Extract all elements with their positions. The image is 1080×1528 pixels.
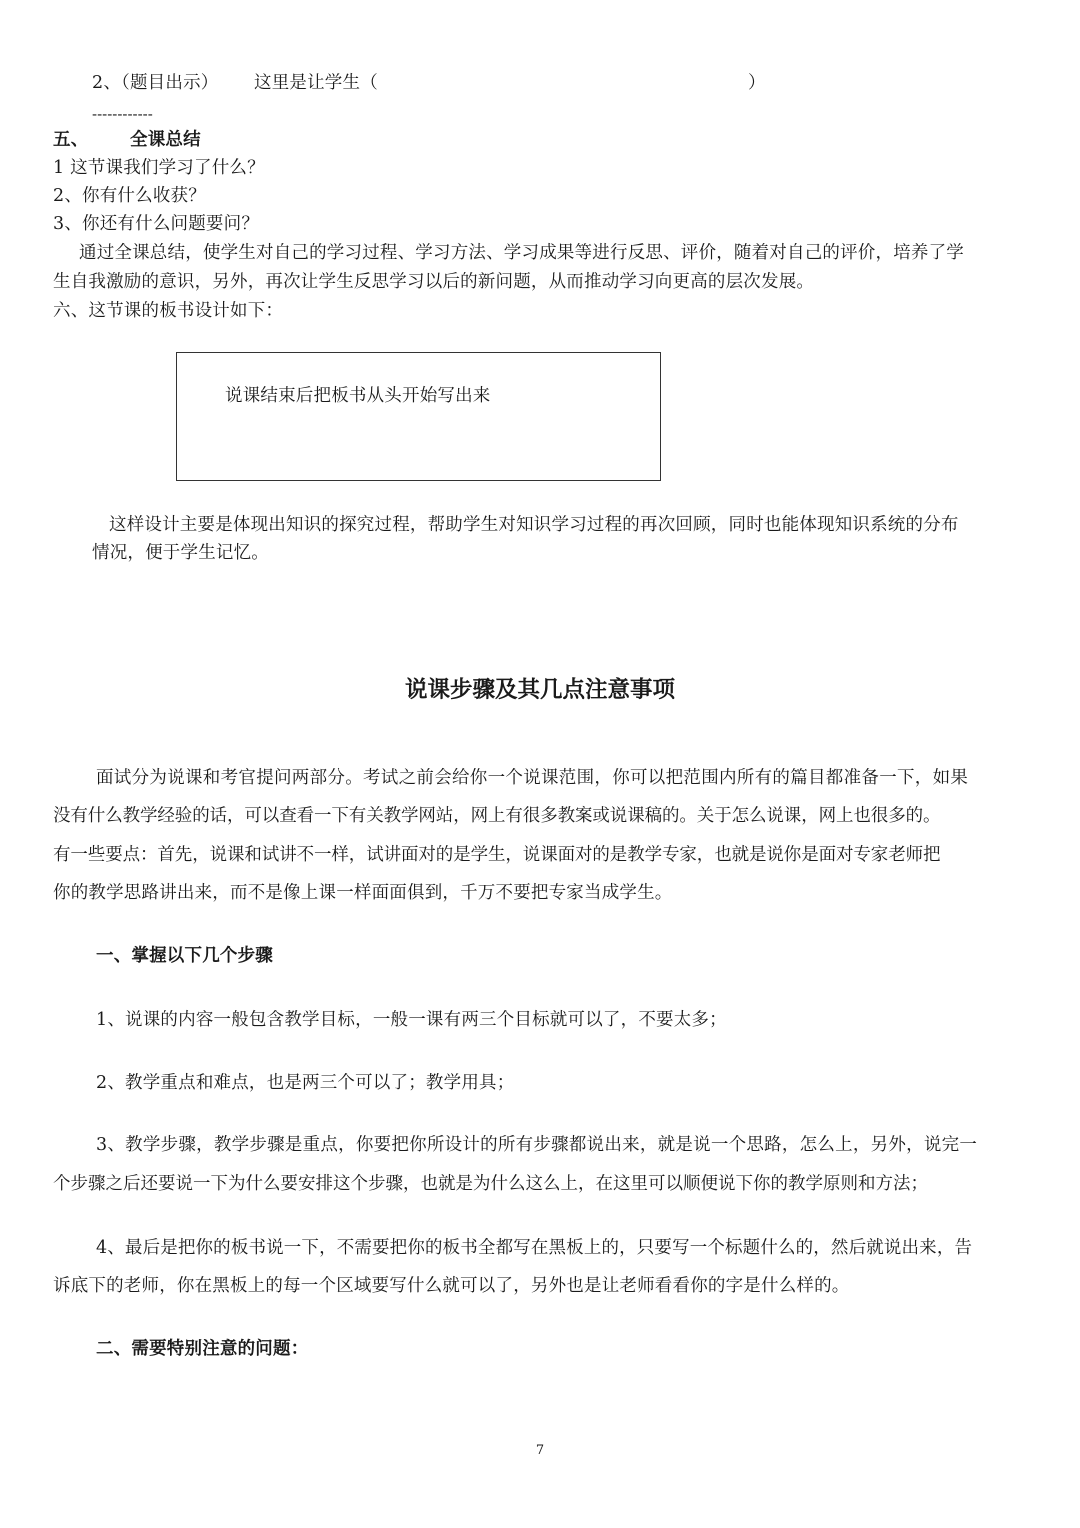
blackboard-box-text: 说课结束后把板书从头开始写出来 (225, 386, 491, 406)
notes-heading: 二、需要特别注意的问题： (96, 1339, 309, 1359)
blackboard-design-box (176, 352, 661, 481)
step-4-line-1: 4、最后是把你的板书说一下，不需要把你的板书全都写在黑板上的，只要写一个标题什么的，然后就说出来，告 (96, 1238, 973, 1258)
section5-question-2: 2、你有什么收获？ (53, 186, 206, 206)
section5-title: 全课总结 (130, 130, 201, 150)
section5-paragraph-line-2: 生自我激励的意识，另外，再次让学生反思学习以后的新问题，从而推动学习向更高的层次发展。 (53, 272, 815, 292)
section5-paragraph-line-1: 通过全课总结，使学生对自己的学习过程、学习方法、学习成果等进行反思、评价，随着对自己的评价，培养了学 (79, 243, 964, 263)
steps-heading: 一、掌握以下几个步骤 (96, 946, 273, 966)
step-2: 2、教学重点和难点，也是两三个可以了；教学用具； (96, 1073, 515, 1093)
section6-note-line-1: 这样设计主要是体现出知识的探究过程，帮助学生对知识学习过程的再次回顾，同时也能体现知识系统的分布 (109, 515, 959, 535)
intro-line-3: 有一些要点：首先，说课和试讲不一样，试讲面对的是学生，说课面对的是教学专家，也就是说你是面对专家老师把 (53, 845, 941, 865)
q2-text: 这里是让学生（ (254, 73, 378, 93)
q2-close-paren: ） (748, 73, 766, 93)
intro-line-4: 你的教学思路讲出来，而不是像上课一样面面俱到，千万不要把专家当成学生。 (53, 883, 673, 903)
section5-question-1: 1 这节课我们学习了什么？ (53, 158, 265, 178)
section5-number: 五、 (53, 130, 89, 150)
q2-dashes: ------------ (92, 105, 153, 123)
intro-line-2: 没有什么教学经验的话，可以查看一下有关教学网站，网上有很多教案或说课稿的。关于怎么说课，网上也很多的。 (53, 806, 941, 826)
step-4-line-2: 诉底下的老师，你在黑板上的每一个区域要写什么就可以了，另外也是让老师看看你的字是什么样的。 (53, 1276, 850, 1296)
section6-heading: 六、这节课的板书设计如下： (53, 301, 284, 321)
intro-line-1: 面试分为说课和考官提问两部分。考试之前会给你一个说课范围，你可以把范围内所有的篇目都准备一下，如果 (96, 768, 969, 788)
step-3-line-1: 3、教学步骤，教学步骤是重点，你要把你所设计的所有步骤都说出来，就是说一个思路，怎么上，另外，说完一 (96, 1135, 978, 1155)
step-3-line-2: 个步骤之后还要说一下为什么要安排这个步骤，也就是为什么这么上，在这里可以顺便说下你的教学原则和方法； (53, 1174, 928, 1194)
q2-label: 2、（题目出示） (92, 73, 219, 93)
section5-question-3: 3、你还有什么问题要问？ (53, 214, 260, 234)
article-title: 说课步骤及其几点注意事项 (404, 677, 675, 703)
section6-note-line-2: 情况，便于学生记忆。 (92, 543, 269, 563)
page-number: 7 (535, 1443, 545, 1458)
step-1: 1、说课的内容一般包含教学目标，一般一课有两三个目标就可以了，不要太多； (96, 1010, 727, 1030)
